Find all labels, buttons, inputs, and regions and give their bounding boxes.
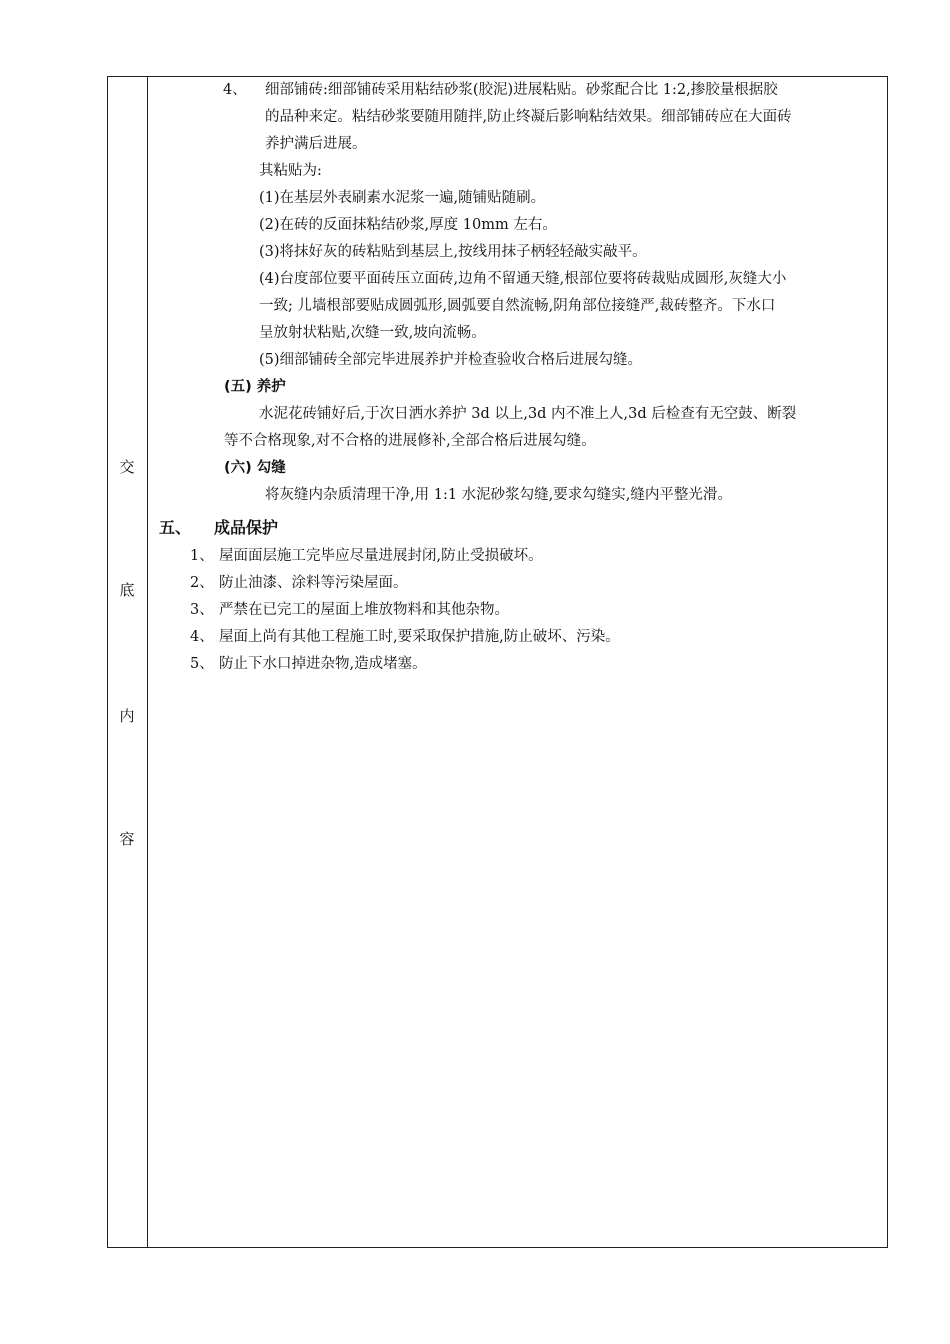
column-divider	[147, 76, 148, 1248]
paragraph-line: 水泥花砖铺好后,于次日洒水养护 3d 以上,3d 内不准上人,3d 后检查有无空鼓、断裂	[259, 406, 797, 422]
side-label-char: 容	[119, 830, 135, 848]
list-item-number: 3、	[190, 602, 214, 618]
step-line: 呈放射状粘贴,次缝一致,坡向流畅。	[259, 325, 486, 341]
step-line: (3)将抹好灰的砖粘贴到基层上,按线用抹子柄轻轻敲实敲平。	[259, 244, 647, 260]
item4-text-line: 养护满后进展。	[265, 136, 367, 152]
item4-text-line: 的品种来定。粘结砂浆要随用随拌,防止终凝后影响粘结效果。细部铺砖应在大面砖	[265, 109, 792, 125]
list-item-number: 5、	[190, 656, 214, 672]
list-item-number: 4、	[190, 629, 214, 645]
step-line: (4)台度部位要平面砖压立面砖,边角不留通天缝,根部位要将砖裁贴成圆形,灰缝大小	[259, 271, 787, 287]
list-item: 防止下水口掉进杂物,造成堵塞。	[219, 656, 427, 672]
list-item: 防止油漆、涂料等污染屋面。	[219, 575, 408, 591]
item4-number: 4、	[223, 82, 247, 98]
subsection-heading: (五) 养护	[224, 379, 286, 395]
item4-sub-title: 其粘贴为:	[259, 163, 322, 179]
step-line: (2)在砖的反面抹粘结砂浆,厚度 10mm 左右。	[259, 217, 557, 233]
list-item-number: 2、	[190, 575, 214, 591]
item4-text-line: 细部铺砖:细部铺砖采用粘结砂浆(胶泥)进展粘贴。砂浆配合比 1:2,掺胶量根据胶	[265, 82, 778, 98]
paragraph-line: 等不合格现象,对不合格的进展修补,全部合格后进展勾缝。	[224, 433, 596, 449]
step-line: (1)在基层外表刷素水泥浆一遍,随铺贴随刷。	[259, 190, 546, 206]
list-item: 严禁在已完工的屋面上堆放物料和其他杂物。	[219, 602, 509, 618]
list-item-number: 1、	[190, 548, 214, 564]
step-line: 一致; 儿墙根部要贴成圆弧形,圆弧要自然流畅,阴角部位接缝严,裁砖整齐。下水口	[259, 298, 776, 314]
list-item: 屋面面层施工完毕应尽量进展封闭,防止受损破坏。	[219, 548, 543, 564]
section-number: 五、	[159, 518, 192, 537]
section-title: 成品保护	[214, 518, 279, 537]
side-label-char: 内	[119, 707, 135, 725]
step-line: (5)细部铺砖全部完毕进展养护并检查验收合格后进展勾缝。	[259, 352, 643, 368]
subsection-heading: (六) 勾缝	[224, 460, 286, 476]
list-item: 屋面上尚有其他工程施工时,要采取保护措施,防止破坏、污染。	[219, 629, 620, 645]
side-label-char: 底	[119, 581, 135, 599]
paragraph-line: 将灰缝内杂质清理干净,用 1:1 水泥砂浆勾缝,要求勾缝实,缝内平整光滑。	[265, 487, 732, 503]
side-label-char: 交	[119, 458, 135, 476]
